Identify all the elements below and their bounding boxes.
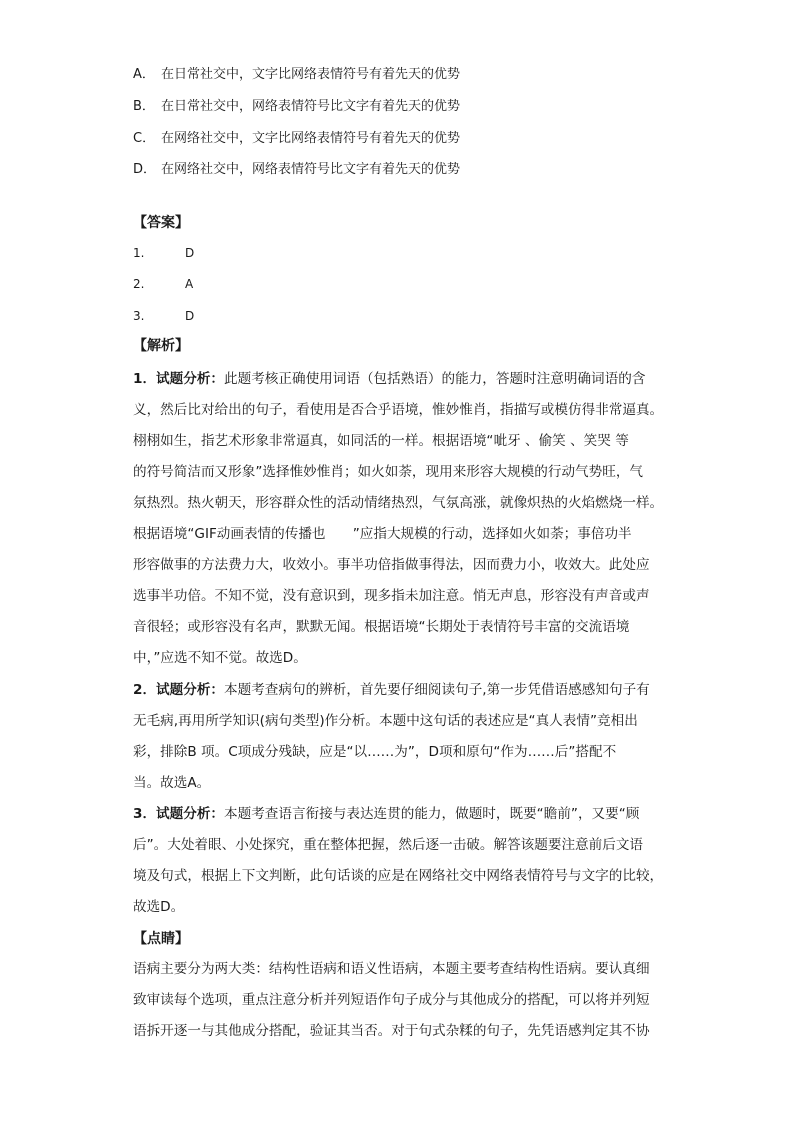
analysis-lead: 2．试题分析： bbox=[133, 682, 225, 698]
option-letter: C． bbox=[133, 131, 156, 146]
analysis-line: 形容做事的方法费力大，收效小。事半功倍指做事得法，因而费力小，收效大。此处应 bbox=[133, 557, 650, 573]
answer-row-3 bbox=[133, 308, 194, 324]
analysis-header: 【解析】 bbox=[133, 338, 189, 354]
option-text: 在网络社交中，网络表情符号比文字有着先天的优势 bbox=[161, 162, 461, 177]
option-letter: A． bbox=[133, 67, 155, 82]
analysis-1 bbox=[133, 364, 668, 674]
analysis-line: 彩，排除B 项。C项成分残缺，应是“以……为”，D项和原句“作为……后”搭配不 bbox=[133, 744, 617, 760]
option-letter: D． bbox=[133, 162, 157, 177]
analysis-line: 3．试题分析：本题考查语言衔接与表达连贯的能力，做题时，既要“瞻前”，又要“顾 bbox=[133, 806, 640, 822]
dianjing-line: 语病主要分为两大类：结构性语病和语义性语病，本题主要考查结构性语病。要认真细 bbox=[133, 961, 650, 977]
analysis-lead: 1．试题分析： bbox=[133, 371, 225, 387]
answer-row-2 bbox=[133, 276, 193, 292]
analysis-line: 根据语境“GIF动画表情的传播也 ”应指大规模的行动，选择如火如荼；事倍功半 bbox=[133, 526, 632, 542]
option-d bbox=[133, 161, 460, 179]
analysis-lead: 3．试题分析： bbox=[133, 806, 225, 822]
analysis-line: 无毛病,再用所学知识(病句类型)作分析。本题中这句话的表述应是“真人表情”竞相出 bbox=[133, 713, 638, 729]
option-a bbox=[133, 66, 460, 84]
analysis-line: 音很轻；或形容没有名声，默默无闻。根据语境“长期处于表情符号丰富的交流语境 bbox=[133, 619, 630, 635]
answer-number: 3. bbox=[133, 309, 145, 323]
answer-value: D bbox=[185, 309, 195, 323]
option-c bbox=[133, 130, 460, 148]
answer-number: 2. bbox=[133, 277, 145, 291]
option-text: 在日常社交中，网络表情符号比文字有着先天的优势 bbox=[161, 99, 461, 114]
dianjing-paragraph bbox=[133, 954, 668, 1047]
dianjing-header: 【点睛】 bbox=[133, 931, 189, 947]
analysis-line: 选事半功倍。不知不觉，没有意识到，现多指未加注意。悄无声息，形容没有声音或声 bbox=[133, 588, 650, 604]
analysis-line: 氛热烈。热火朝天，形容群众性的活动情绪热烈，气氛高涨，就像炽热的火焰燃烧一样。 bbox=[133, 495, 664, 511]
analysis-line: 故选D。 bbox=[133, 899, 185, 915]
answer-value: D bbox=[185, 246, 195, 260]
analysis-2 bbox=[133, 675, 668, 799]
answer-header: 【答案】 bbox=[133, 215, 189, 231]
option-b bbox=[133, 98, 460, 116]
dianjing-line: 语拆开逐一与其他成分搭配，验证其当否。对于句式杂糅的句子，先凭语感判定其不协 bbox=[133, 1023, 650, 1039]
analysis-line: 当。故选A。 bbox=[133, 775, 211, 791]
analysis-3 bbox=[133, 799, 668, 923]
analysis-line: 栩栩如生，指艺术形象非常逼真，如同活的一样。根据语境“呲牙 、偷笑 、笑哭 等 bbox=[133, 433, 629, 449]
analysis-line: 2．试题分析：本题考查病句的辨析，首先要仔细阅读句子,第一步凭借语感感知句子有 bbox=[133, 682, 650, 698]
dianjing-line: 致审读每个选项，重点注意分析并列短语作句子成分与其他成分的搭配，可以将并列短 bbox=[133, 992, 650, 1008]
analysis-line: 义，然后比对给出的句子，看使用是否合乎语境，惟妙惟肖，指描写或模仿得非常逼真。 bbox=[133, 402, 664, 418]
answer-row-1 bbox=[133, 245, 194, 261]
option-text: 在网络社交中，文字比网络表情符号有着先天的优势 bbox=[161, 131, 461, 146]
analysis-line: 后”。大处着眼、小处探究，重在整体把握，然后逐一击破。解答该题要注意前后文语 bbox=[133, 837, 644, 853]
answer-number: 1. bbox=[133, 246, 145, 260]
analysis-line: 的符号简洁而又形象”选择惟妙惟肖；如火如荼，现用来形容大规模的行动气势旺，气 bbox=[133, 464, 644, 480]
analysis-line: 1．试题分析：此题考核正确使用词语（包括熟语）的能力，答题时注意明确词语的含 bbox=[133, 371, 646, 387]
analysis-line: 中，”应选不知不觉。故选D。 bbox=[133, 650, 307, 666]
option-text: 在日常社交中，文字比网络表情符号有着先天的优势 bbox=[161, 67, 461, 82]
answer-value: A bbox=[185, 277, 194, 291]
analysis-line: 境及句式，根据上下文判断，此句话谈的应是在网络社交中网络表情符号与文字的比较， bbox=[133, 868, 664, 884]
option-letter: B． bbox=[133, 99, 155, 114]
